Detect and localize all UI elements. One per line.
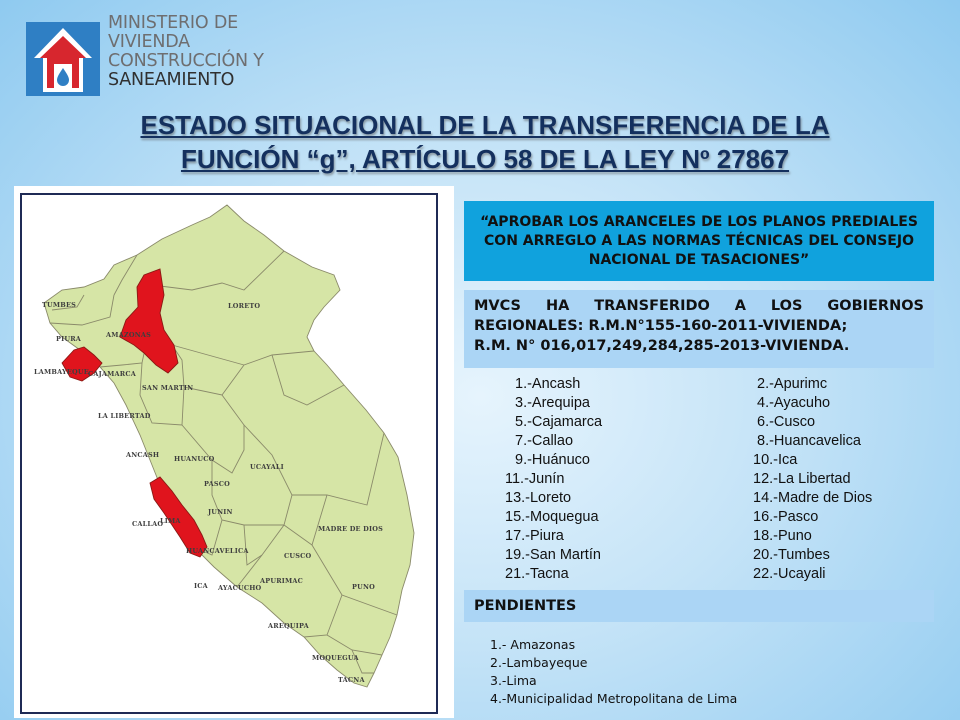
region-item: 20.-Tumbes [753,547,830,563]
region-item: 15.-Moquegua [505,509,599,525]
pending-regions-list [490,636,737,708]
label-san-martin: SAN MARTIN [142,384,194,392]
region-item: 4.-Ayacuho [757,395,831,411]
ministry-name [108,14,264,90]
region-item: 11.-Junín [505,471,565,487]
pending-header [464,590,934,622]
ministry-logo [26,14,296,100]
label-huancavelica: HUANCAVELICA [186,547,249,555]
region-item: 8.-Huancavelica [757,433,861,449]
pending-item: 1.- Amazonas [490,637,576,652]
mvcs-text-line-1: MVCS HA TRANSFERIDO A LOS GOBIERNOS REGIONALES: R.M.N°155-160-2011-VIVIENDA; [474,298,924,334]
label-ayacucho: AYACUCHO [218,584,262,592]
quote-text: “APROBAR LOS ARANCELES DE LOS PLANOS PREDIALES CON ARREGLO A LAS NORMAS TÉCNICAS DEL CONSEJO NACIONAL DE TASACIONES” [480,213,918,268]
label-puno: PUNO [352,583,375,591]
region-item: 17.-Piura [505,528,564,544]
label-tumbes: TUMBES [42,301,77,309]
label-ancash: ANCASH [126,451,160,459]
label-junin: JUNIN [208,508,233,516]
logo-line-1: MINISTERIO DE [108,13,238,33]
label-huanuco: HUANUCO [174,455,215,463]
region-item: 16.-Pasco [753,509,819,525]
region-item: 9.-Huánuco [515,452,590,468]
pending-item: 2.-Lambayeque [490,655,588,670]
region-item: 21.-Tacna [505,566,569,582]
peru-map [20,193,438,714]
region-item: 6.-Cusco [757,414,816,430]
label-apurimac: APURIMAC [260,577,304,585]
region-item: 19.-San Martín [505,547,601,563]
label-ucayali: UCAYALI [250,463,284,471]
region-item: 22.-Ucayali [753,566,826,582]
region-item: 13.-Loreto [505,490,572,506]
page-title [60,108,910,176]
region-item: 10.-Ica [753,452,798,468]
region-item: 18.-Puno [753,528,812,544]
region-item: 1.-Ancash [515,376,581,392]
label-la-libertad: LA LIBERTAD [98,412,151,420]
region-item: 12.-La Libertad [753,471,851,487]
quote-box [464,201,934,281]
pending-item: 3.-Lima [490,673,537,688]
region-item: 7.-Callao [515,433,574,449]
label-pasco: PASCO [204,480,230,488]
label-moquegua: MOQUEGUA [312,654,359,662]
label-arequipa: AREQUIPA [268,622,309,630]
label-loreto: LORETO [228,302,261,310]
logo-line-4: SANEAMIENTO [108,70,235,90]
peru-map-svg [22,195,436,712]
label-lima: LIMA [160,517,181,525]
map-panel [14,186,454,718]
label-cusco: CUSCO [284,552,312,560]
region-item: 5.-Cajamarca [515,414,603,430]
title-line-2: FUNCIÓN “g”, ARTÍCULO 58 DE LA LEY Nº 27867 [180,144,790,174]
label-piura: PIURA [56,335,82,343]
pending-label: PENDIENTES [474,598,577,614]
label-madre-de-dios: MADRE DE DIOS [318,525,383,533]
pending-item: 4.-Municipalidad Metropolitana de Lima [490,691,738,706]
label-lambayeque: LAMBAYEQUE [34,368,89,376]
house-drop-icon [26,14,102,98]
region-item: 2.-Apurimc [757,376,828,392]
mvcs-text-line-2: R.M. N° 016,017,249,284,285-2013-VIVIENDA. [474,338,850,354]
region-item: 3.-Arequipa [515,395,590,411]
label-ica: ICA [194,582,208,590]
mvcs-transfer-box [464,290,934,368]
label-amazonas: AMAZONAS [106,331,151,339]
title-line-1: ESTADO SITUACIONAL DE LA TRANSFERENCIA DE LA [140,110,830,140]
logo-line-2: VIVIENDA [108,32,190,52]
region-item: 14.-Madre de Dios [753,490,873,506]
logo-line-3: CONSTRUCCIÓN Y [108,51,264,71]
label-callao: CALLAO [132,520,164,528]
country-outline [44,205,414,687]
label-cajamarca: CAJAMARCA [88,370,136,378]
label-tacna: TACNA [338,676,365,684]
